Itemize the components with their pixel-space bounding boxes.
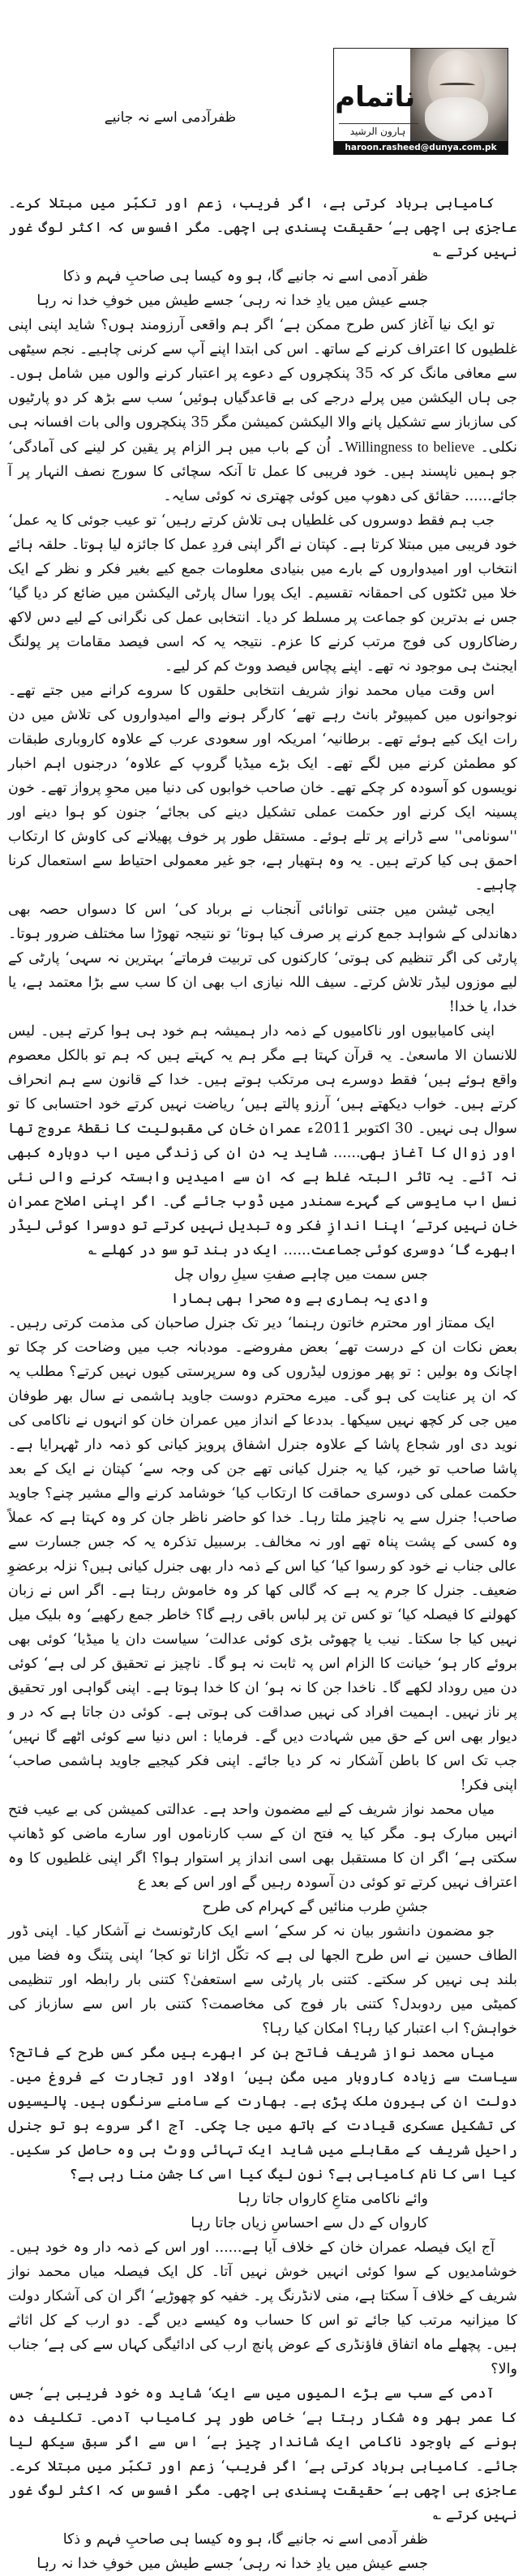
paragraph: اپنی کامیابیوں اور ناکامیوں کے ذمہ دار ہمیشہ ہم خود ہی ہوا کرتے ہیں۔ لیس للانسان الا ماسعیٰ۔ یہ قرآن کہتا ہے مگر ہم یہ کہتے ہیں کہ ہم تو بالکل معصوم واقع ہوئے ہیں‘ فقط دوسرے ہی مرتکب ہوتے ہیں۔ خدا کے قانون سے ہم انحراف کرتے ہیں۔ خواب دیکھتے ہیں‘ آرزو پالتے ہیں‘ ریاضت نہیں کرتے خود احتسابی کا تو سوال ہی نہیں۔ 30 اکتوبر 2011ء عمران خان کی مقبولیت کا نقطۂ عروج تھا اور زوال کا آغاز بھی...... شاید یہ دن ان کی زندگی میں اب دوبارہ کبھی نہ آئے۔ یہ تاثر البتہ غلط ہے کہ ان سے امیدیں وابستہ کرنے والی نئی نسل اب مایوسی کے گہرے سمندر میں ڈوب جائے گی۔ اگر اپنی اصلاح عمران خان نہیں کرتے‘ اپنا اندازِ فکر وہ تبدیل نہیں کرتے تو دوسرا کوئی لیڈر ابھرے گا‘ دوسری کوئی جماعت...... ایک در بند تو سو در کھلے ؎: [8, 1023, 517, 1258]
article-title: ظفرآدمی اسے نہ جانیے: [104, 109, 237, 126]
paragraph: آج ایک فیصلہ عمران خان کے خلاف آیا ہے...... اور اس کے ذمہ دار وہ خود ہیں۔ خوشامدیوں کے سوا کوئی انہیں خوش نہیں آتا۔ کل ایک فیصلہ میاں محمد نواز شریف کے خلاف آ سکتا ہے، منی لانڈرنگ پر۔ خفیہ کو چھوڑیے‘ اگر ان کی آشکار دولت کا میزانیہ مرتب کیا جائے تو اس کا حساب وہ کیسے دیں گے۔ دو ارب کے کل اثاثے ہیں۔ پچھلے ماہ اتفاق فاؤنڈری کے عوض پانچ ارب کی ادائیگی کہاں سے کی ہے‘ جناب والا؟: [8, 2240, 517, 2377]
author-photo-beard: [425, 97, 488, 142]
verse-line: وائے ناکامی متاعِ کارواں جاتا رہا: [238, 2191, 428, 2207]
author-photo-eyes: [439, 83, 475, 89]
verse-line: جس سمت میں چاہے صفتِ سیلِ رواں چل: [174, 1267, 428, 1283]
verse-line: کارواں کے دل سے احساسِ زیاں جاتا رہا: [191, 2215, 428, 2231]
author-email[interactable]: haroon.rasheed@dunya.com.pk: [334, 141, 508, 154]
verse-line: ظفر آدمی اسے نہ جانیے گا، ہو وہ کیسا ہی صاحبِ فہم و ذکا: [62, 2531, 428, 2548]
paragraph: میاں محمد نواز شریف کے لیے مضمون واحد ہے۔ عدالتی کمیشن کی بے عیب فتح انہیں مبارک ہو۔ مگر کیا یہ فتح ان کے سب کارناموں اور سارے ماضی کو ڈھانپ سکتی ہے‘ اگر ان کا مستقبل بھی اسی انداز پر استوار ہوا؟ اگر اپنی غلطیوں کا وہ اعتراف نہیں کرتے تو کوئی دن آسودہ رہیں گے اور اس کے بعد ع: [8, 1802, 517, 1891]
verse-line: جشنِ طرب منائیں گے کہرام کی طرح: [202, 1899, 428, 1915]
column-name-logo: ناتمام: [335, 81, 415, 114]
paragraph: اس وقت میاں محمد نواز شریف انتخابی حلقوں کا سروے کرانے میں جتے تھے۔ نوجوانوں میں کمپیوٹر بانٹ رہے تھے‘ کارگر ہونے والے امیدواروں کی تلاش میں دن رات ایک کیے ہوئے تھے۔ برطانیہ‘ امریکہ اور سعودی عرب کے علاوہ کاروباری طبقات کو مطمئن کرنے میں لگے تھے۔ ایک بڑے میڈیا گروپ کے علاوہ‘ درجنوں اہم اخبار نویسوں کو آسودہ کر چکے تھے۔ خان صاحب خوابوں کی دنیا میں محوِ پرواز تھے۔ خون پسینہ ایک کرنے اور حکمت عملی تشکیل دینے کی بجائے‘ جنون کو ہوا دینے اور ''سونامی'' سے ڈرانے پر تلے ہوئے۔ مستقل طور پر خوف پھیلانے کی کاوش کا ارتکاب احمق ہی کیا کرتے ہیں۔ یہ وہ ہتھیار ہے، جو غیر معمولی احتیاط سے استعمال کرنا چاہیے۔: [8, 683, 518, 894]
paragraph-text: ۔ اُن کے باب میں ہر الزام پر یقین کر لینے کی آمادگی‘ جو ہمیں ناپسند ہیں۔ خود فریبی کا عمل تا آنکہ سچائی کا سورج نصف النہار پر آ جائے...... حقائق کی دھوپ میں کوئی چھتری نہ کوئی سایہ۔: [8, 439, 517, 504]
verse-line: وادی یہ ہماری ہے وہ صحرا بھی ہمارا: [170, 1291, 428, 1307]
verse-line: جسے عیش میں یادِ خدا نہ رہی‘ جسے طیش میں خوفِ خدا نہ رہا: [36, 2556, 428, 2572]
english-phrase: Willingness to believe: [345, 439, 475, 455]
paragraph-intro: کامیابی برباد کرتی ہے، اگر فریب، زعم اور تکبّر میں مبتلا کرے۔ عاجزی ہی اچھی ہے‘ حقیقت پسندی ہی اچھی۔ مگر افسوس کہ اکثر لوگ غور نہیں کرتے ؎: [8, 195, 517, 260]
paragraph: جو مضمون دانشور بیان نہ کر سکے‘ اسے ایک کارٹونسٹ نے آشکار کیا۔ اپنی ڈور الطاف حسین نے اس طرح الجھا لی ہے کہ تکّل اڑانا تو کجا‘ اپنی پتنگ وہ فضا میں بلند ہی نہیں کر سکتے۔ کتنی بار پارٹی سے استعفیٰ؟ کتنی بار رابطہ اور تنظیمی کمیٹی میں ردوبدل؟ کتنی بار فوج کی مخاصمت؟ کتنی بار اس سے سازباز کی خواہش؟ اب اعتبار کیا رہا؟ امکان کیا رہا؟: [8, 1923, 517, 2037]
paragraph-text: تو ایک نیا آغاز کس طرح ممکن ہے‘ اگر ہم واقعی آرزومند ہوں؟ شاید اپنی اپنی غلطیوں کا اعتراف کرنے کے ساتھ۔ اس کی ابتدا اپنے آپ سے کرنی چاہیے۔ نجم سیٹھی سے معافی مانگ کر کہ 35 پنکچروں کے دعوے پر اعتبار کرنے والوں میں شامل ہوں۔ جی ہاں الیکشن میں پرلے درجے کی بے قاعدگیاں ہوئیں‘ سب سے بڑھ کر دو پارٹیوں کی سازباز سے تشکیل پانے والا الیکشن کمیشن مگر 35 پنکچروں والی بات افسانہ ہی نکلی۔: [8, 317, 518, 456]
paragraph: جب ہم فقط دوسروں کی غلطیاں ہی تلاش کرتے رہیں‘ تو عیب جوئی کا یہ عمل‘ خود فریبی میں مبتلا کرتا ہے۔ کپتان نے اگر اپنی فردِ عمل کا جائزہ لیا ہوتا۔ حلقہ ہائے انتخاب اور امیدواروں کے بارے میں بنیادی معلومات جمع کیے بغیر فکر و نظر کے ایک خلا میں ٹکٹوں کی احمقانہ تقسیم۔ ایک پورا سال پارٹی الیکشن میں ضائع کر دیا گیا‘ جس نے بدترین کو جماعت پر مسلط کر دیا۔ انتخابی عمل کی نگرانی کے لیے دس لاکھ رضاکاروں کی فوج مرتب کرنے کا عزم۔ نتیجہ یہ کہ اسی فیصد مقامات پر پولنگ ایجنٹ ہی موجود نہ تھے۔ اپنے پچاس فیصد ووٹ کم کر لیے۔: [8, 512, 517, 675]
author-name: ہارون الرشید: [349, 126, 406, 137]
paragraph: ایجی ٹیشن میں جتنی توانائی آنجناب نے برباد کی‘ اس کا دسواں حصہ بھی دھاندلی کے شواہد جمع کرنے پر صرف کیا ہوتا‘ تو نتیجہ تھوڑا سا مختلف ضرور ہوتا۔ پارٹی کی اگر تنظیم کی ہوتی‘ کارکنوں کی تربیت فرماتے‘ بہترین نہ سہی‘ پارٹی کے لیے موزوں لیڈر تلاش کرتے۔ سیف اللہ نیازی اب بھی ان کا سب سے بڑا معتمد ہے، یا خدا، یا خدا!: [8, 902, 517, 1015]
paragraph: آدمی کے سب سے بڑے المیوں میں سے ایک‘ شاید وہ خود فریبی ہے‘ جس کا عمر بھر وہ شکار رہتا ہے‘ خاص طور پر کامیاب آدمی۔ تکلیف دہ ہونے کے باوجود ناکامی ایک شاندار چیز ہے‘ اس سے اگر سبق سیکھ لیا جائے۔ کامیابی برباد کرتی ہے‘ اگر فریب‘ زعم اور تکبّر میں مبتلا کرے۔ عاجزی ہی اچھی ہے‘ حقیقت پسندی ہی اچھی۔ مگر افسوس کہ اکثر لوگ غور نہیں کرتے ؎: [8, 2385, 517, 2523]
paragraph: [8, 313, 517, 508]
column-masthead: [333, 48, 508, 155]
paragraph: ایک ممتاز اور محترم خاتون رہنما‘ دیر تک جنرل صاحبان کی مذمت کرتی رہیں۔ بعض نکات ان کے درست تھے‘ بعض مفروضے۔ مودبانہ جب میں وضاحت کر چکا تو اچانک وہ بولیں : تو پھر موزوں لیڈروں کی وہ سرپرستی کیوں نہیں کرتے؟ مطلب یہ کہ ان پر عنایت کی ہو گی۔ میرے محترم دوست جاوید ہاشمی نے سال بھر طوفان میں جی کر کچھ نہیں سیکھا۔ بددعا کے انداز میں عمران خان کو انہوں نے ناکامی کی نوید دی اور شجاع پاشا کے علاوہ جنرل اشفاق پرویز کیانی کو ذمہ دار ٹھہرایا ہے۔ پاشا صاحب تو خیر، کیا یہ جنرل کیانی تھے جن کی وجہ سے‘ کپتان نے ایک کے بعد حکمت عملی کی دوسری حماقت کا ارتکاب کیا‘ خوشامد کرنے والے مشیر چنے؟ جاوید صاحب! جنرل سے یہ ناچیز ملتا رہا۔ خدا کو حاضر ناظر جان کر وہ کہتا ہے کہ عملاً وہ کسی کے پشت پناہ تھے اور نہ مخالف۔ برسبیل تذکرہ یہ کہ جس جسارت سے عالی جناب نے خود کو رسوا کیا‘ کیا اس کے ذمہ دار بھی جنرل کیانی ہیں؟ نزلہ برعضوِ ضعیف۔ جنرل کا جرم یہ ہے کہ گالی کھا کر وہ خاموش رہتا ہے۔ اگر اس نے زبان کھولنے کا فیصلہ کیا‘ تو کس تن پر لباس باقی رہے گا؟ خاطر جمع رکھیے‘ وہ بلیک میل نہیں کیا جا سکتا۔ نیب یا چھوٹی بڑی کوئی عدالت‘ سیاست دان یا میڈیا‘ کوئی بھی بروئے کار ہو‘ خیانت کا الزام اس پہ ثابت نہ ہو گا۔ ناچیز نے تحقیق کر لی ہے‘ کوئی دن میں روداد لکھے گا۔ ناخدا جن کا نہ ہو‘ ان کا خدا ہوتا ہے۔ اپنی گواہی اور تحقیق پر ناز نہیں۔ اہمیت افراد کی نہیں صداقت کی ہوتی ہے۔ کوئی دن جاتا ہے کہ در و دیوار بھی اس کے حق میں شہادت دیں گے۔ فرمایا : اس دنیا سے کوئی اٹھے گا نہیں‘ جب تک اس کا باطن آشکار نہ کر دیا جائے۔ اپنی فکر کیجیے جاوید ہاشمی صاحب‘ اپنی فکر!: [8, 1315, 518, 1794]
masthead-divider: [339, 123, 418, 124]
verse-line: جسے عیش میں یادِ خدا نہ رہی‘ جسے طیش میں خوفِ خدا نہ رہا: [36, 293, 428, 309]
paragraph: میاں محمد نواز شریف فاتح بن کر ابھرے ہیں مگر کس طرح کے فاتح؟ سیاست سے زیادہ کاروبار میں مگن ہیں‘ اولاد اور تجارت کے فروغ میں۔ دولت ان کی بیرون ملک پڑی ہے۔ بھارت کے سامنے سرنگوں ہیں۔ پالیسیوں کی تشکیل عسکری قیادت کے ہاتھ میں جا چکی۔ آج اگر سروے ہو تو جنرل راحیل شریف کے مقابلے میں شاید ایک تہائی ووٹ ہی وہ حاصل کر سکیں۔ کیا اسی کا نام کامیابی ہے؟ نون لیگ کیا اسی کا جشن منا رہی ہے؟: [8, 2045, 517, 2183]
verse-line: ظفر آدمی اسے نہ جانیے گا، ہو وہ کیسا ہی صاحبِ فہم و ذکا: [62, 268, 428, 285]
author-photo: [410, 49, 508, 142]
article-body: [8, 191, 517, 2576]
